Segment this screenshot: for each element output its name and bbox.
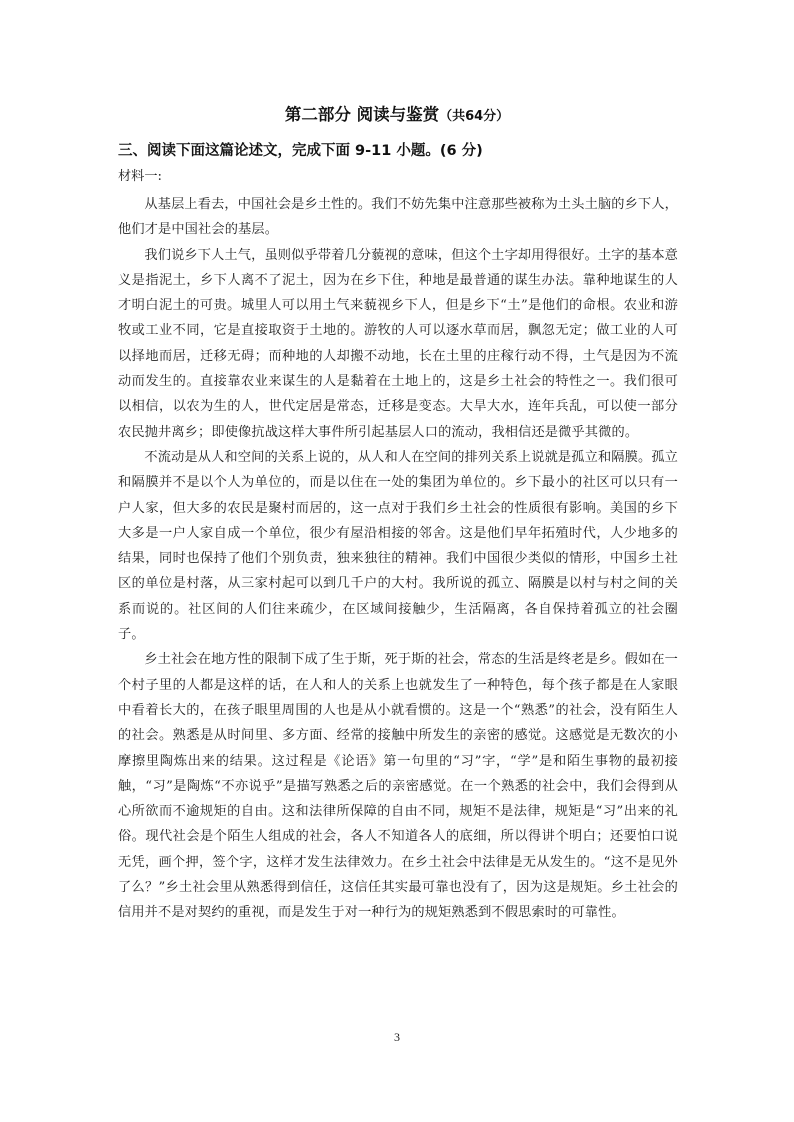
passage-paragraph-4: 乡土社会在地方性的限制下成了生于斯，死于斯的社会，常态的生活是终老是乡。假如在一个村子里的人都是这样的话，在人和人的关系上也就发生了一种特色，每个孩子都是在人家眼中看着长大的，在孩子眼里周围的人也是从小就看惯的。这是一个“熟悉”的社会，没有陌生人的社会。熟悉是从时间里、多方面、经常的接触中所发生的亲密的感觉。这感觉是无数次的小摩擦里陶炼出来的结果。这过程是《论语》第一句里的“习”字，“学”是和陌生事物的最初接触，“习”是陶炼“不亦说乎”是描写熟悉之后的亲密感觉。在一个熟悉的社会中，我们会得到从心所欲而不逾规矩的自由。这和法律所保障的自由不同，规矩不是法律，规矩是“习”出来的礼俗。现代社会是个陌生人组成的社会，各人不知道各人的底细，所以得讲个明白；还要怕口说无凭，画个押，签个字，这样才发生法律效力。在乡土社会中法律是无从发生的。“这不是见外了么？”乡土社会里从熟悉得到信任，这信任其实最可靠也没有了，因为这是规矩。乡土社会的信用并不是对契约的重视，而是发生于对一种行为的规矩熟悉到不假思索时的可靠性。 <box>118 652 678 921</box>
section-score: （共64分） <box>439 109 510 124</box>
reading-passage <box>118 192 678 926</box>
material-label: 材料一: <box>118 169 163 184</box>
passage-paragraph-3: 不流动是从人和空间的关系上说的，从人和人在空间的排列关系上说就是孤立和隔膜。孤立和隔膜并不是以个人为单位的，而是以住在一处的集团为单位的。乡下最小的社区可以只有一户人家，但大多的农民是聚村而居的，这一点对于我们乡土社会的性质很有影响。美国的乡下大多是一户人家自成一个单位，很少有屋沿相接的邻舍。这是他们早年拓殖时代，人少地多的结果，同时也保持了他们个别负责，独来独往的精神。我们中国很少类似的情形，中国乡土社区的单位是村落，从三家村起可以到几千户的大村。我所说的孤立、隔膜是以村与村之间的关系而说的。社区间的人们往来疏少，在区域间接触少，生活隔离，各自保持着孤立的社会圈子。 <box>118 449 678 643</box>
section-title <box>0 104 794 128</box>
passage-paragraph-1: 从基层上看去，中国社会是乡土性的。我们不妨先集中注意那些被称为土头土脑的乡下人，他们才是中国社会的基层。 <box>118 197 678 238</box>
passage-paragraph-2: 我们说乡下人土气，虽则似乎带着几分藐视的意味，但这个土字却用得很好。土字的基本意义是指泥土，乡下人离不了泥土，因为在乡下住，种地是最普通的谋生办法。靠种地谋生的人才明白泥土的可贵。城里人可以用土气来藐视乡下人，但是乡下“土”是他们的命根。农业和游牧或工业不同，它是直接取资于土地的。游牧的人可以逐水草而居，飘忽无定；做工业的人可以择地而居，迁移无碍；而种地的人却搬不动地，长在土里的庄稼行动不得，土气是因为不流动而发生的。直接靠农业来谋生的人是黏着在土地上的，这是乡土社会的特性之一。我们很可以相信，以农为生的人，世代定居是常态，迁移是变态。大旱大水，连年兵乱，可以使一部分农民抛井离乡；即使像抗战这样大事件所引起基层人口的流动，我相信还是微乎其微的。 <box>118 247 678 440</box>
question-heading: 三、阅读下面这篇论述文，完成下面 9-11 小题。(6 分) <box>118 143 483 159</box>
page-number: 3 <box>394 1030 400 1044</box>
section-title-text: 第二部分 阅读与鉴赏 <box>284 105 440 124</box>
